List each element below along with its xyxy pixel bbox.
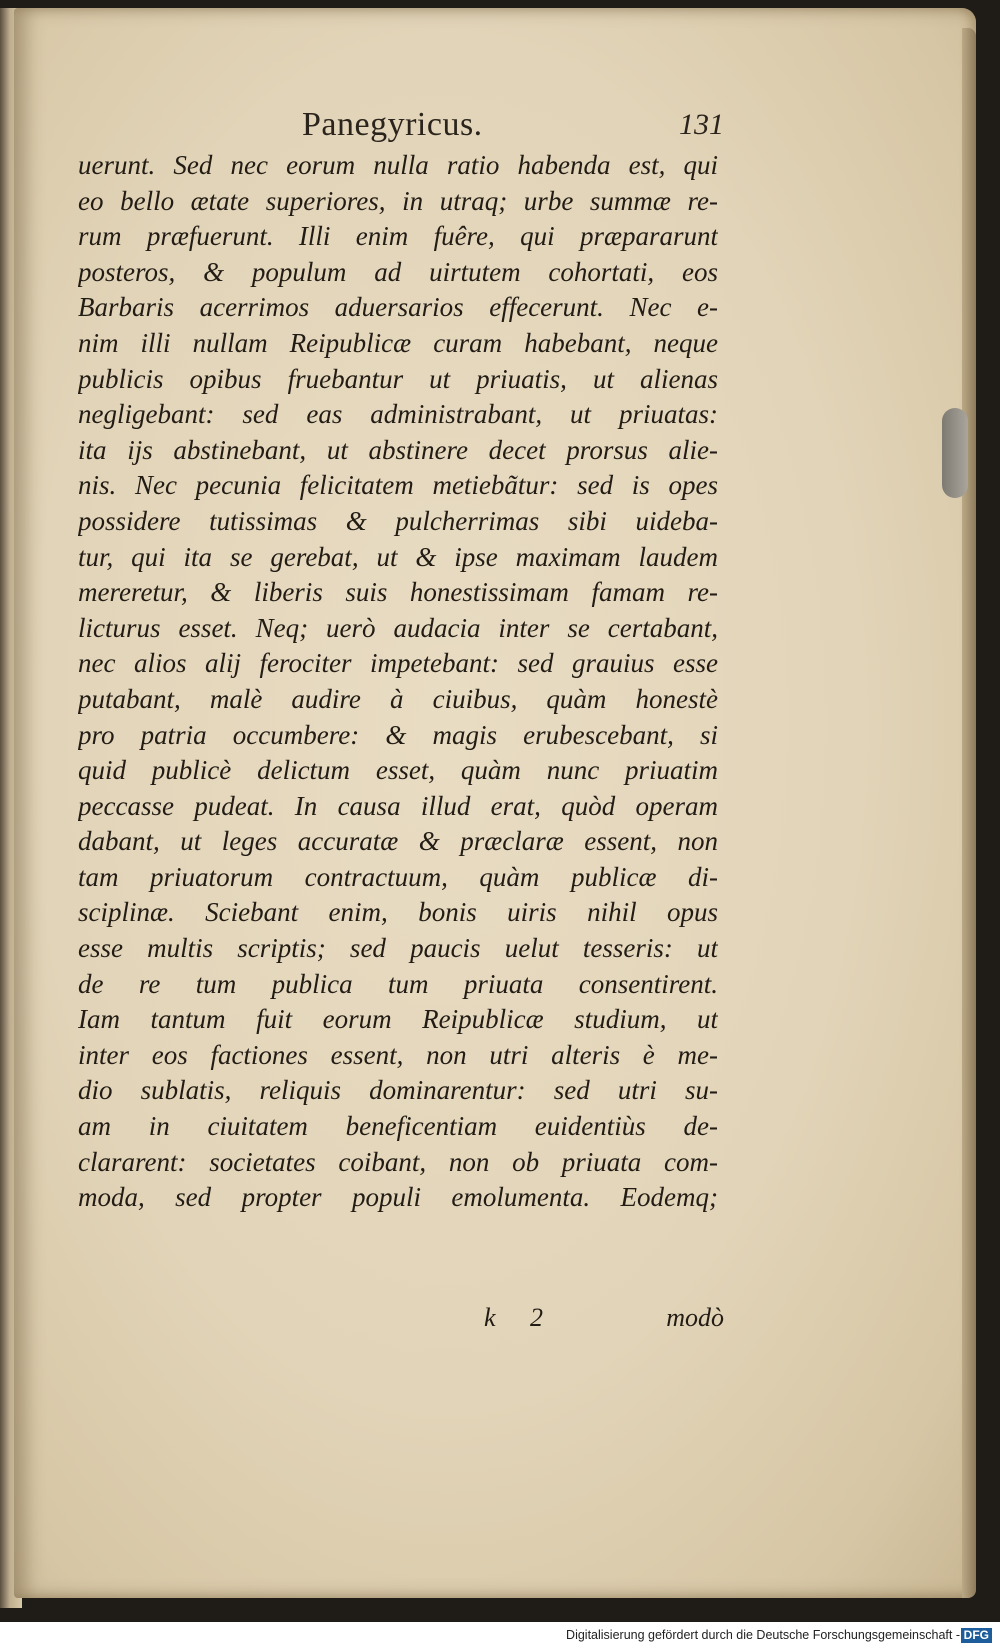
text-line: negligebant: sed eas administrabant, ut priuatas: xyxy=(78,399,718,430)
text-line: esse multis scriptis; sed paucis uelut tesseris: ut xyxy=(78,933,718,964)
text-line: tur, qui ita se gerebat, ut & ipse maximam laudem xyxy=(78,541,718,572)
text-line: quid publicè delictum esset, quàm nunc priuatim xyxy=(78,755,718,786)
text-line: Iam tantum fuit eorum Reipublicæ studium, ut xyxy=(78,1004,718,1035)
running-title: Panegyricus. xyxy=(302,106,483,143)
page-edge xyxy=(962,28,976,1598)
text-line: dio sublatis, reliquis dominarentur: sed utri su- xyxy=(78,1075,718,1106)
signature-line xyxy=(484,1303,724,1339)
catchword: modò xyxy=(666,1303,724,1332)
text-line: clararent: societates coibant, non ob priuata com- xyxy=(78,1146,718,1177)
text-line: Barbaris acerrimos aduersarios effecerunt. Nec e- xyxy=(78,292,718,323)
text-line: dabant, ut leges accuratæ & præclaræ essent, non xyxy=(78,826,718,857)
book-page xyxy=(14,8,976,1598)
text-line: am in ciuitatem beneficentiam euidentiùs de- xyxy=(78,1111,718,1142)
text-line: possidere tutissimas & pulcherrimas sibi uideba- xyxy=(78,505,718,536)
text-line: nim illi nullam Reipublicæ curam habebant, neque xyxy=(78,327,718,358)
funding-credit: Digitalisierung gefördert durch die Deutsche Forschungsgemeinschaft - xyxy=(566,1628,960,1642)
text-line: nis. Nec pecunia felicitatem metiebãtur: sed is opes xyxy=(78,470,718,501)
text-line: ita ijs abstinebant, ut abstinere decet prorsus alie- xyxy=(78,434,718,465)
text-line: pro patria occumbere: & magis erubescebant, si xyxy=(78,719,718,750)
text-line: tam priuatorum contractuum, quàm publicæ di- xyxy=(78,861,718,892)
dfg-logo: DFG xyxy=(961,1628,992,1643)
text-line: rum præfuerunt. Illi enim fuêre, qui præpararunt xyxy=(78,221,718,252)
page-number: 131 xyxy=(679,108,724,141)
page-tab-marker xyxy=(942,408,968,498)
text-line: sciplinæ. Sciebant enim, bonis uiris nihil opus xyxy=(78,897,718,928)
text-line: posteros, & populum ad uirtutem cohortati, eos xyxy=(78,256,718,287)
text-line: inter eos factiones essent, non utri alteris è me- xyxy=(78,1039,718,1070)
text-line: moda, sed propter populi emolumenta. Eodemq; xyxy=(78,1182,718,1213)
text-line: uerunt. Sed nec eorum nulla ratio habenda est, qui xyxy=(78,150,718,180)
signature-mark: k 2 xyxy=(484,1303,544,1332)
page-header xyxy=(74,106,724,152)
text-line: nec alios alij ferociter impetebant: sed grauius esse xyxy=(78,648,718,679)
text-line: licturus esset. Neq; uerò audacia inter se certabant, xyxy=(78,612,718,643)
text-line: de re tum publica tum priuata consentirent. xyxy=(78,968,718,999)
text-line: putabant, malè audire à ciuibus, quàm honestè xyxy=(78,683,718,714)
body-text xyxy=(78,148,718,1308)
text-line: eo bello ætate superiores, in utraq; urbe summæ re- xyxy=(78,185,718,216)
text-line: peccasse pudeat. In causa illud erat, quòd operam xyxy=(78,790,718,821)
digitization-footer xyxy=(0,1622,1000,1650)
text-line: publicis opibus fruebantur ut priuatis, ut alienas xyxy=(78,363,718,394)
text-line: mereretur, & liberis suis honestissimam famam re- xyxy=(78,577,718,608)
